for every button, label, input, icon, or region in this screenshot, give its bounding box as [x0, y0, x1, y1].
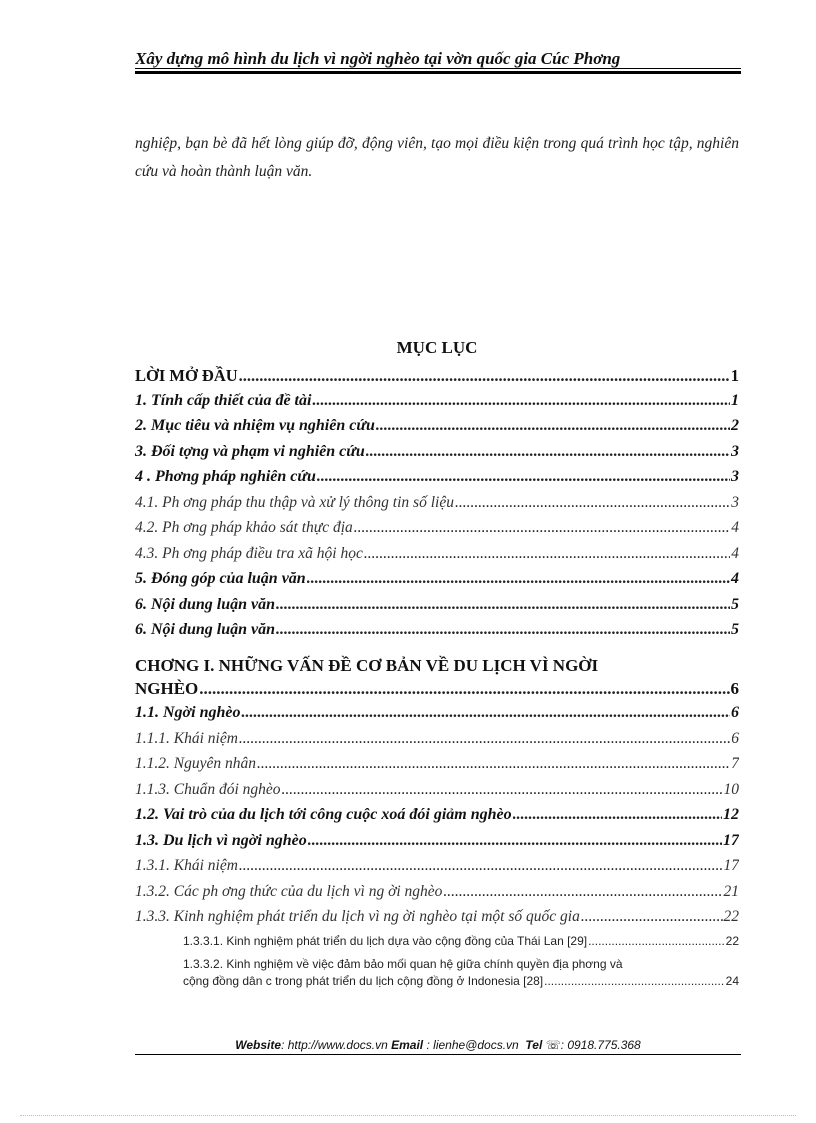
toc-entry-label: 1.3.3. Kinh nghiệm phát triển du lịch vì ng ời nghèo tại một số quốc gia — [135, 908, 580, 925]
toc-entry-page: 5 — [731, 621, 739, 638]
header-underline — [135, 68, 741, 69]
toc-entry-page: 4 — [731, 544, 739, 562]
toc-leader — [239, 730, 730, 748]
table-of-contents — [135, 366, 739, 994]
toc-entry-label: 4.3. Ph ơng pháp điều tra xã hội học — [135, 544, 363, 562]
email-link[interactable]: : lienhe@docs.vn — [426, 1038, 519, 1052]
toc-entry-label: 1.3.2. Các ph ơng thức của du lịch vì ng ời nghèo — [135, 882, 443, 900]
toc-leader — [257, 755, 730, 773]
toc-entry-label: 1. Tính cấp thiết của đề tài — [135, 391, 312, 409]
toc-subentry[interactable] — [135, 974, 739, 994]
toc-entry-page: 6 — [730, 678, 739, 698]
toc-entry[interactable] — [135, 704, 739, 730]
toc-leader — [276, 596, 730, 614]
toc-entry[interactable] — [135, 494, 739, 520]
page-bottom-border — [20, 1115, 796, 1116]
toc-entry[interactable] — [135, 755, 739, 781]
toc-entry[interactable] — [135, 806, 739, 832]
toc-leader — [239, 366, 730, 386]
tel-value: : 0918.775.368 — [560, 1038, 641, 1052]
toc-entry-page: 3 — [731, 493, 739, 511]
website-link[interactable]: : http://www.docs.vn — [281, 1038, 388, 1052]
toc-subentry-line[interactable]: 1.3.3.2. Kinh nghiệm về việc đảm bảo mối quan hệ giữa chính quyền địa phơng và — [183, 956, 623, 971]
email-label: Email — [391, 1038, 424, 1052]
toc-leader — [354, 519, 730, 537]
toc-entry-page: 21 — [723, 882, 739, 900]
toc-entry[interactable] — [135, 679, 739, 705]
toc-entry-page: 3 — [731, 442, 739, 460]
toc-leader — [544, 974, 725, 988]
header-rule — [135, 71, 741, 74]
toc-entry-label: 6. Nội dung luận văn — [135, 595, 276, 613]
toc-entry-label: 1.3. Du lịch vì ngời nghèo — [135, 831, 307, 849]
toc-entry-label: 4.2. Ph ơng pháp khảo sát thực địa — [135, 519, 353, 536]
toc-leader — [282, 781, 723, 799]
toc-entry-page: 17 — [723, 857, 739, 874]
toc-entry[interactable] — [135, 832, 739, 858]
toc-entry-label: 1.3.1. Khái niệm — [135, 857, 238, 874]
toc-leader — [239, 857, 723, 875]
toc-entry[interactable] — [135, 570, 739, 596]
toc-entry-page: 2 — [731, 417, 739, 434]
toc-leader — [581, 908, 723, 926]
toc-leader — [317, 468, 730, 486]
toc-entry-page: 3 — [731, 468, 739, 485]
toc-leader — [312, 392, 730, 410]
footer-rule — [135, 1054, 741, 1055]
toc-entry[interactable] — [135, 730, 739, 756]
toc-entry-page: 4 — [731, 570, 739, 587]
toc-entry[interactable] — [135, 908, 739, 934]
toc-entry-label: 6. Nội dung luận văn — [135, 621, 276, 638]
toc-entry-page: 22 — [725, 933, 739, 948]
toc-entry-page: 1 — [731, 391, 739, 409]
toc-entry-label: 4 . Phơng pháp nghiên cứu — [135, 468, 316, 485]
toc-entry-label: 1.1.2. Nguyên nhân — [135, 755, 256, 772]
toc-leader — [443, 883, 722, 901]
chapter-title[interactable]: CHƠNG I. NHỮNG VẤN ĐỀ CƠ BẢN VỀ DU LỊCH VÌ NGỜI — [135, 655, 599, 675]
toc-entry-label: 4.1. Ph ơng pháp thu thập và xử lý thông tin số liệu — [135, 493, 454, 511]
toc-entry-page: 4 — [731, 519, 739, 536]
toc-entry[interactable] — [135, 417, 739, 443]
running-header: Xây dựng mô hình du lịch vì ngời nghèo tại vờn quốc gia Cúc Phơng — [135, 49, 621, 68]
toc-entry-label: 3. Đối tợng và phạm vi nghiên cứu — [135, 442, 365, 460]
toc-leader — [513, 806, 722, 824]
toc-entry-label: NGHÈO — [135, 678, 199, 698]
toc-entry-page: 24 — [725, 973, 739, 988]
toc-entry-page: 1 — [730, 366, 739, 385]
website-label: Website — [235, 1038, 282, 1052]
toc-entry-page: 17 — [723, 831, 739, 849]
toc-entry-page: 22 — [723, 908, 739, 925]
toc-entry-label: 1.3.3.1. Kinh nghiệm phát triển du lịch dựa vào cộng đồng của Thái Lan [29] — [183, 933, 588, 948]
toc-entry-label: 1.1.1. Khái niệm — [135, 729, 238, 747]
toc-entry-label: 5. Đóng góp của luận văn — [135, 570, 306, 587]
toc-entry-label: 1.1.3. Chuẩn đói nghèo — [135, 780, 281, 798]
toc-leader — [455, 494, 730, 512]
toc-entry-label: 2. Mục tiêu và nhiệm vụ nghiên cứu — [135, 417, 375, 434]
toc-entry[interactable] — [135, 883, 739, 909]
toc-entry[interactable] — [135, 781, 739, 807]
toc-entry-page: 12 — [723, 806, 739, 823]
tel-label: Tel — [525, 1038, 543, 1052]
toc-entry-label: cộng đồng dân c trong phát triển du lịch cộng đồng ở Indonesia [28] — [183, 973, 544, 988]
toc-leader — [276, 621, 730, 639]
phone-icon: ☏ — [545, 1038, 561, 1052]
toc-entry[interactable] — [135, 443, 739, 469]
toc-leader — [366, 443, 730, 461]
toc-entry-label: 1.2. Vai trò của du lịch tới công cuộc xoá đói giảm nghèo — [135, 806, 512, 823]
toc-subentry[interactable] — [135, 934, 739, 954]
toc-entry[interactable] — [135, 468, 739, 494]
toc-entry[interactable] — [135, 857, 739, 883]
toc-leader — [307, 570, 730, 588]
toc-entry-label: 1.1. Ngời nghèo — [135, 704, 241, 721]
toc-entry[interactable] — [135, 545, 739, 571]
toc-entry[interactable] — [135, 392, 739, 418]
toc-entry-page: 6 — [731, 704, 739, 721]
toc-entry[interactable] — [135, 366, 739, 392]
intro-paragraph: nghiệp, bạn bè đã hết lòng giúp đỡ, động viên, tạo mọi điều kiện trong quá trình học tập, nghiên cứu và hoàn thành luận văn. — [135, 135, 739, 180]
toc-leader — [364, 545, 730, 563]
toc-leader — [308, 832, 722, 850]
toc-entry-label: LỜI MỞ ĐẦU — [135, 366, 238, 385]
toc-entry-page: 7 — [731, 755, 739, 772]
toc-leader — [199, 679, 729, 699]
page-footer — [135, 1038, 741, 1052]
toc-leader — [376, 417, 730, 435]
toc-leader — [241, 704, 730, 722]
toc-entry[interactable] — [135, 596, 739, 622]
toc-leader — [588, 934, 725, 948]
toc-title: MỤC LỤC — [396, 338, 478, 357]
toc-entry-page: 6 — [731, 729, 739, 747]
toc-entry-page: 5 — [731, 595, 739, 613]
toc-entry[interactable] — [135, 621, 739, 647]
toc-entry[interactable] — [135, 519, 739, 545]
toc-entry-page: 10 — [723, 780, 739, 798]
